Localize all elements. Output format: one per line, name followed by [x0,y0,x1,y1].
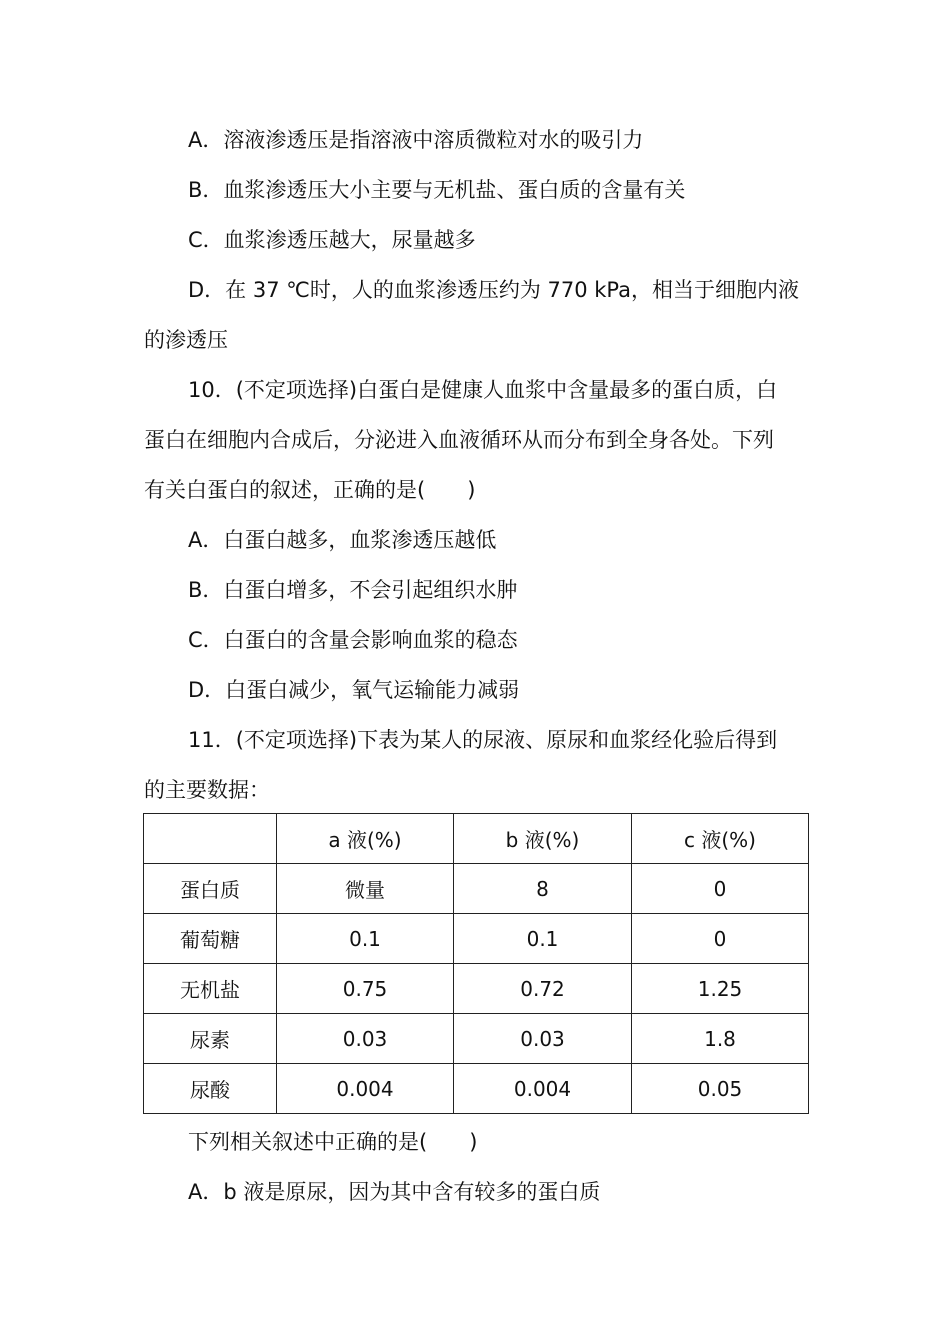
table-cell: 0.004 [277,1064,454,1114]
table-cell: 8 [454,864,632,914]
table-cell: 1.8 [632,1014,809,1064]
table-header-cell [144,814,277,864]
q11-prompt: 下列相关叙述中正确的是( ) [188,1130,478,1154]
table-row [144,1014,809,1064]
q10-option-c: C．白蛋白的含量会影响血浆的稳态 [188,628,518,652]
table-row-label: 尿素 [144,1014,277,1064]
q10-stem-line-2: 蛋白在细胞内合成后，分泌进入血液循环从而分布到全身各处。下列 [144,428,774,452]
q10-option-b: B．白蛋白增多，不会引起组织水肿 [188,578,518,602]
table-row [144,1064,809,1114]
table-header-cell: a 液(%) [277,814,454,864]
analysis-table [143,813,809,1114]
table-header-cell: b 液(%) [454,814,632,864]
table-row [144,864,809,914]
table-cell: 0.1 [454,914,632,964]
q11-option-a: A．b 液是原尿，因为其中含有较多的蛋白质 [188,1180,601,1204]
table-cell: 0 [632,864,809,914]
table-row-label: 无机盐 [144,964,277,1014]
table-cell: 0.03 [277,1014,454,1064]
table-cell: 1.25 [632,964,809,1014]
table-row [144,914,809,964]
table-cell: 0.004 [454,1064,632,1114]
q9-option-a: A．溶液渗透压是指溶液中溶质微粒对水的吸引力 [188,128,644,152]
q10-stem-line-1: 10．(不定项选择)白蛋白是健康人血浆中含量最多的蛋白质，白 [188,378,778,402]
table-header-cell: c 液(%) [632,814,809,864]
table-cell: 0.05 [632,1064,809,1114]
table-cell: 0.75 [277,964,454,1014]
table-cell: 微量 [277,864,454,914]
table-row-label: 蛋白质 [144,864,277,914]
table-row [144,964,809,1014]
q9-option-d-continued: 的渗透压 [144,328,228,352]
q9-option-b: B．血浆渗透压大小主要与无机盐、蛋白质的含量有关 [188,178,686,202]
q9-option-c: C．血浆渗透压越大，尿量越多 [188,228,476,252]
q10-option-d: D．白蛋白减少，氧气运输能力减弱 [188,678,520,702]
table-cell: 0.1 [277,914,454,964]
table-row-label: 葡萄糖 [144,914,277,964]
table-cell: 0 [632,914,809,964]
q9-option-d: D．在 37 ℃时，人的血浆渗透压约为 770 kPa，相当于细胞内液 [188,278,800,302]
table-cell: 0.72 [454,964,632,1014]
q10-option-a: A．白蛋白越多，血浆渗透压越低 [188,528,497,552]
q10-stem-line-3: 有关白蛋白的叙述，正确的是( ) [144,478,476,502]
table-row-label: 尿酸 [144,1064,277,1114]
table-header-row [144,814,809,864]
q11-stem-line-1: 11．(不定项选择)下表为某人的尿液、原尿和血浆经化验后得到 [188,728,778,752]
q11-stem-line-2: 的主要数据： [144,778,270,802]
table-cell: 0.03 [454,1014,632,1064]
